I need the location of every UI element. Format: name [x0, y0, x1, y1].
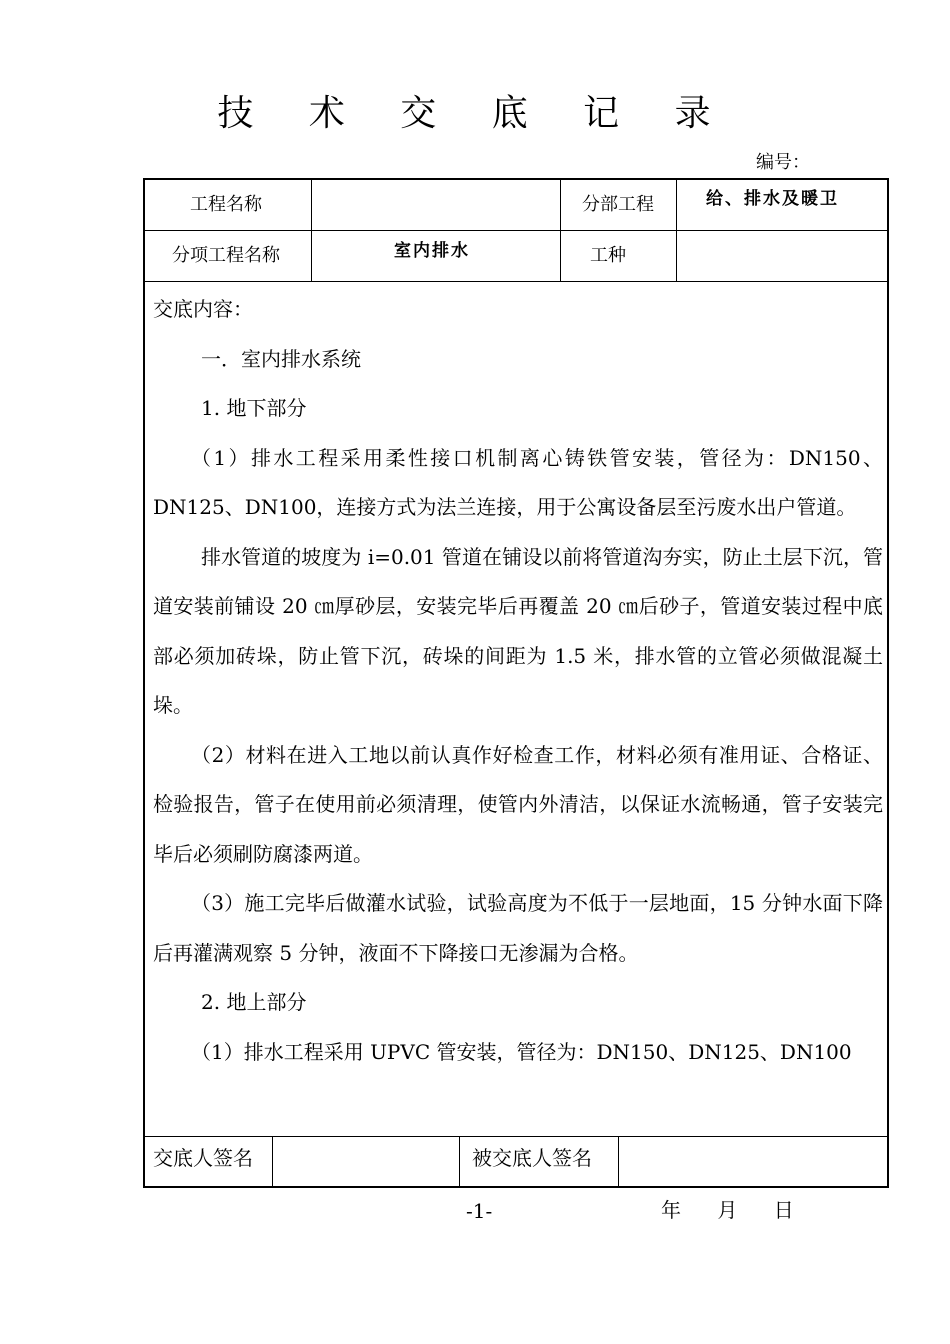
division-value: 给、排水及暖卫 [706, 189, 839, 209]
trade-label: 工种 [590, 245, 626, 266]
subsection-heading: 1. 地下部分 [201, 396, 307, 420]
content-paragraph: （3）施工完毕后做灌水试验，试验高度为不低于一层地面，15 分钟水面下降后再灌满观察 5 分钟，液面不下降接口无渗漏为合格。 [153, 891, 883, 965]
document-title: 技 术 交 底 记 录 [217, 93, 733, 134]
disclosure-content [153, 285, 883, 1077]
row-divider [143, 281, 889, 282]
column-divider [618, 1136, 619, 1188]
column-divider [459, 1136, 460, 1188]
date-line: 年 月 日 [661, 1198, 794, 1222]
project-name-label: 工程名称 [190, 194, 262, 215]
column-divider [676, 178, 677, 282]
subitem-name-label: 分项工程名称 [172, 245, 280, 266]
row-divider [143, 230, 889, 231]
column-divider [311, 178, 312, 282]
document-number-label: 编号： [756, 152, 810, 173]
row-divider [143, 1136, 889, 1137]
content-paragraph: 排水管道的坡度为 i=0.01 管道在铺设以前将管道沟夯实，防止土层下沉，管道安装前铺设 20 ㎝厚砂层，安装完毕后再覆盖 20 ㎝后砂子，管道安装过程中底部必须加砖垛，防止管下沉，砖垛的间距为 1.5 米，排水管的立管必须做混凝土垛。 [153, 544, 883, 717]
content-paragraph: （1）排水工程采用 UPVC 管安装，管径为：DN150、DN125、DN100 [191, 1039, 852, 1064]
page-number: -1- [466, 1199, 493, 1223]
content-label: 交底内容： [153, 297, 253, 321]
receiver-signature-label: 被交底人签名 [472, 1146, 592, 1170]
division-label: 分部工程 [582, 194, 654, 215]
content-paragraph: （2）材料在进入工地以前认真作好检查工作，材料必须有准用证、合格证、检验报告，管子在使用前必须清理，使管内外清洁，以保证水流畅通，管子安装完毕后必须刷防腐漆两道。 [153, 742, 883, 866]
section-heading: 一．室内排水系统 [201, 346, 361, 371]
discloser-signature-label: 交底人签名 [153, 1146, 253, 1170]
column-divider [272, 1136, 273, 1188]
column-divider [560, 178, 561, 282]
subsection-heading: 2. 地上部分 [201, 990, 307, 1014]
content-paragraph: （1）排水工程采用柔性接口机制离心铸铁管安装，管径为：DN150、DN125、DN100，连接方式为法兰连接，用于公寓设备层至污废水出户管道。 [153, 445, 883, 519]
subitem-name-value: 室内排水 [394, 241, 470, 261]
